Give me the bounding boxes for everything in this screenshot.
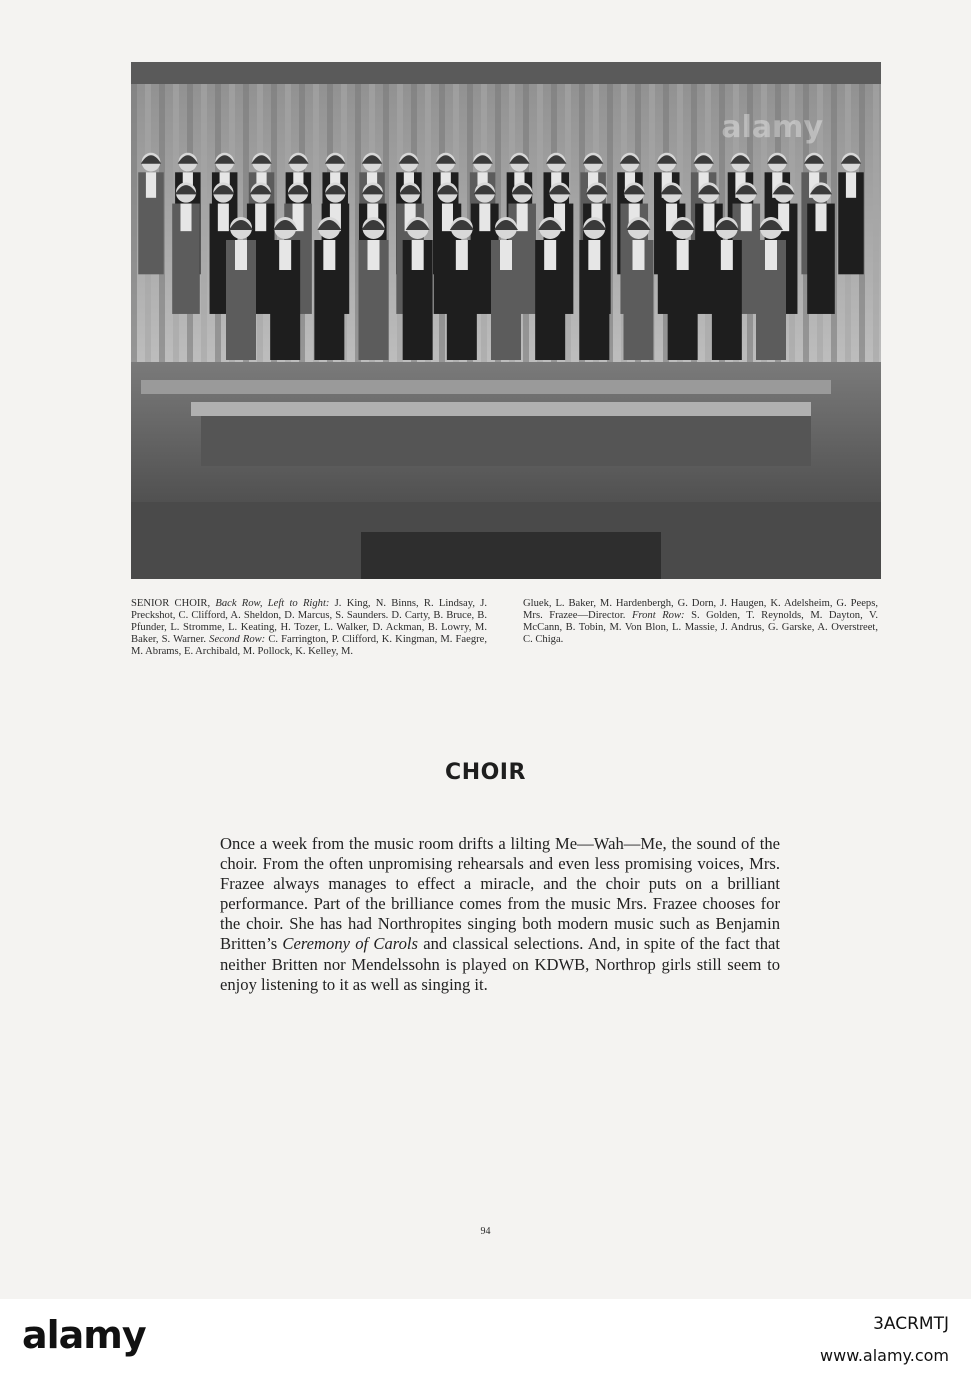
watermark-url: www.alamy.com bbox=[820, 1346, 949, 1365]
singer-shirt bbox=[255, 204, 266, 232]
front-row-names: S. Golden, T. Reynolds, M. Dayton, V. McCann, B. Tobin, M. Von Blon, L. Massie, J. Andrus, G. Garske, A. Overstreet, C. Chiga. bbox=[523, 609, 878, 645]
singer-shirt bbox=[517, 204, 528, 232]
body-italic-title: Ceremony of Carols bbox=[282, 934, 418, 954]
choir-photo bbox=[131, 62, 881, 579]
back-row-names: J. King, N. Binns, R. Lindsay, J. Preckshot, C. Clifford, A. Sheldon, D. Marcus, S. Saunders. D. Carty, B. Bruce, B. Pfunder, L. Stromme, L. Keating, H. Tozer, L. Walker, D. Ackman, B. Lowry, M. Baker, S. Warner. bbox=[131, 598, 487, 645]
singer-shirt bbox=[235, 240, 247, 270]
singer-shirt bbox=[218, 204, 229, 232]
front-row-label: Front Row: bbox=[631, 609, 685, 621]
singer-shirt bbox=[500, 240, 512, 270]
body-paragraph bbox=[220, 834, 780, 995]
singer-shirt bbox=[741, 204, 752, 232]
singer-shirt bbox=[146, 172, 156, 198]
singer-shirt bbox=[456, 240, 468, 270]
watermark-logo: alamy bbox=[22, 1313, 146, 1357]
singer-shirt bbox=[633, 240, 645, 270]
singer-shirt bbox=[544, 240, 556, 270]
singer-shirt bbox=[412, 240, 424, 270]
body-part-2: and classical selections. And, in spite of the fact that neither Britten nor Mendelssohn is played on KDWB, Northrop girls still seem to enjoy listening to it as well as singing it. bbox=[220, 934, 781, 994]
photo-watermark: alamy bbox=[721, 110, 823, 145]
singer-shirt bbox=[323, 240, 335, 270]
singer-shirt bbox=[765, 240, 777, 270]
caption-label: SENIOR CHOIR, bbox=[131, 598, 211, 609]
singer-shirt bbox=[368, 240, 380, 270]
singer-shirt bbox=[180, 204, 191, 232]
singer-shirt bbox=[846, 172, 856, 198]
second-row-names-cont: Gluek, L. Baker, M. Hardenbergh, G. Dorn, J. Haugen, K. Adelsheim, G. Peeps, Mrs. Frazee—Director. bbox=[523, 598, 878, 621]
singer-shirt bbox=[677, 240, 689, 270]
back-row-label: Back Row, Left to Right: bbox=[215, 598, 330, 609]
singer-shirt bbox=[479, 204, 490, 232]
page-number: 94 bbox=[480, 1226, 491, 1237]
second-row-label: Second Row: bbox=[209, 633, 266, 645]
page-title: CHOIR bbox=[445, 760, 526, 785]
singer-shirt bbox=[588, 240, 600, 270]
second-row-names: C. Farrington, P. Clifford, K. Kingman, M. Faegre, M. Abrams, E. Archibald, M. Pollock, K. Kelley, M. bbox=[131, 633, 487, 657]
singer-shirt bbox=[815, 204, 826, 232]
watermark-image-id: 3ACRMTJ bbox=[873, 1314, 949, 1334]
singer-shirt bbox=[721, 240, 733, 270]
singer-shirt bbox=[279, 240, 291, 270]
singer-shirt bbox=[703, 204, 714, 232]
caption-right-column bbox=[523, 598, 878, 646]
caption-left-column bbox=[131, 598, 487, 658]
body-part-1: Once a week from the music room drifts a lilting Me—Wah—Me, the sound of the choir. From the often unpromising rehearsals and even less promising voices, Mrs. Frazee always manages to effect a miracle, and the choir puts on a brilliant performance. Part of the brilliance comes from the music Mrs. Frazee chooses for the choir. She has had Northropites singing both modern music such as Benjamin Britten’s bbox=[220, 834, 780, 954]
